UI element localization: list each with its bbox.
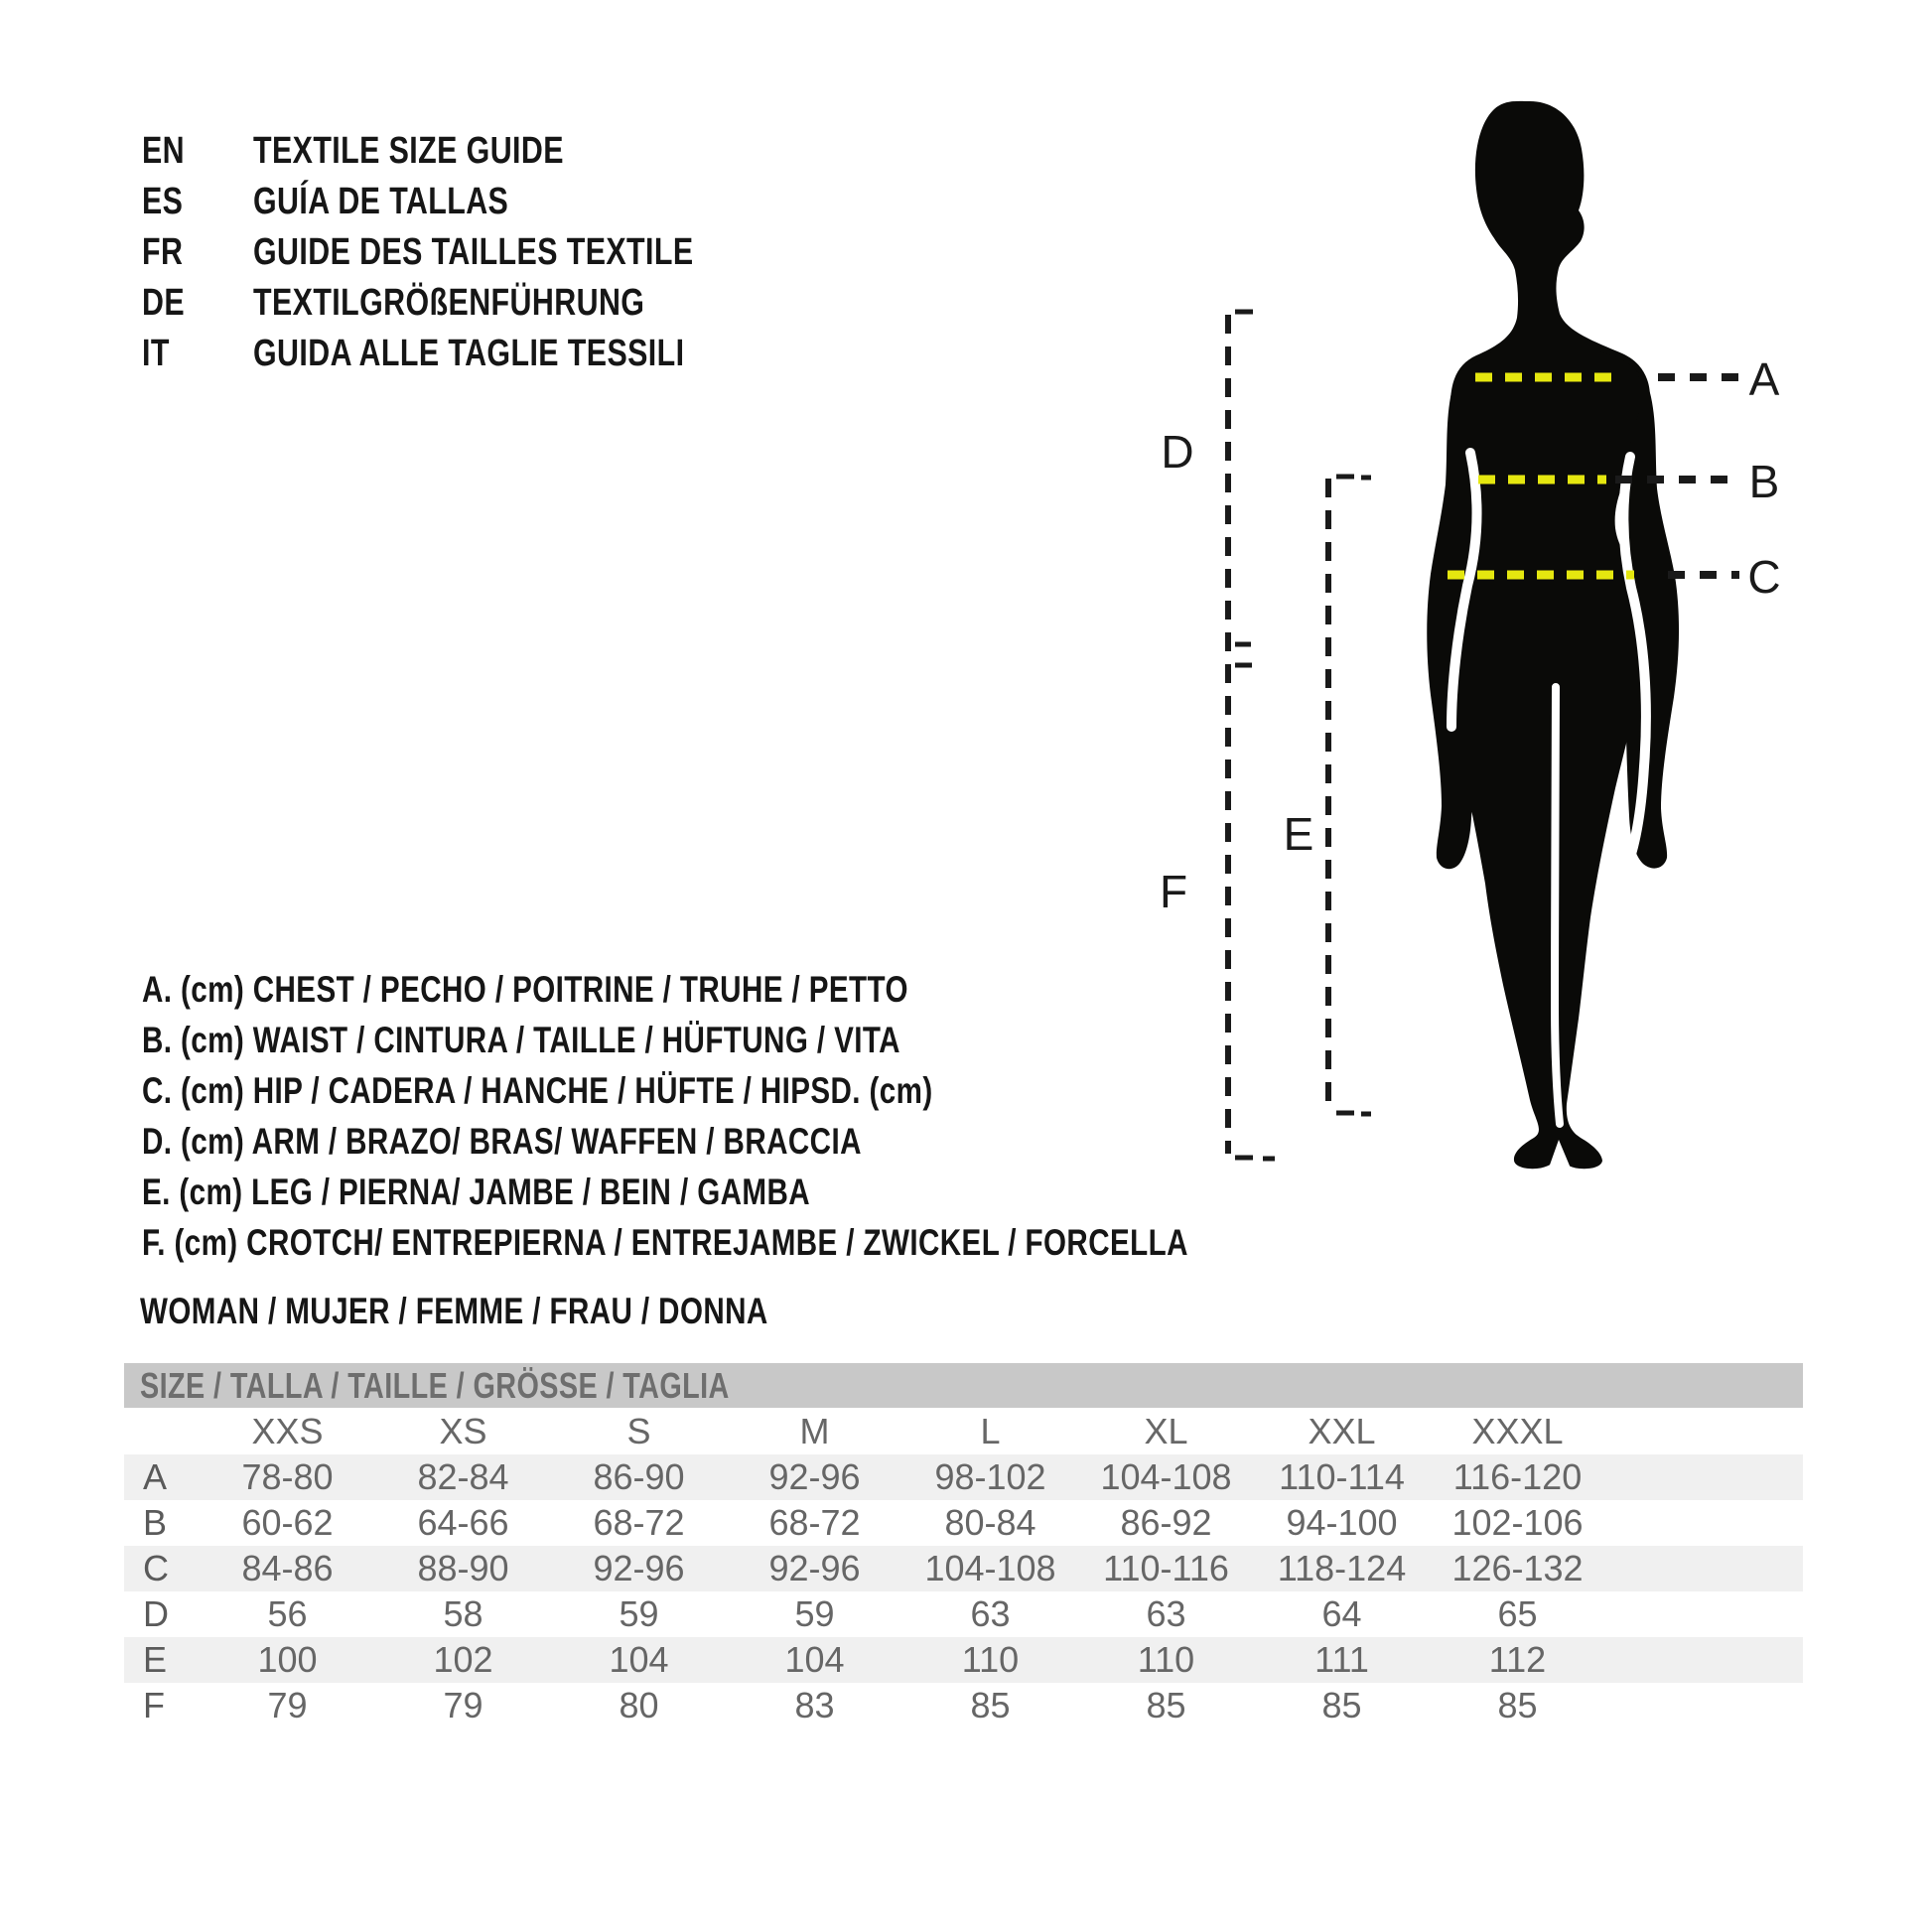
size-cell: 98-102 — [934, 1456, 1046, 1497]
lang-code: FR — [142, 231, 184, 273]
table-row-chest — [124, 1454, 1803, 1500]
row-label: F — [143, 1685, 165, 1725]
row-label: A — [143, 1456, 168, 1497]
lang-title: TEXTILE SIZE GUIDE — [253, 130, 564, 172]
size-col-header: M — [799, 1410, 830, 1451]
size-col-header: XL — [1144, 1410, 1188, 1451]
size-table — [124, 1363, 1803, 1728]
size-cell: 94-100 — [1286, 1502, 1398, 1543]
size-header-row — [124, 1408, 1803, 1454]
size-cell: 104-108 — [924, 1548, 1056, 1588]
measurement-line-d: D. (cm) ARM / BRAZO/ BRAS/ WAFFEN / BRACCIA — [142, 1120, 862, 1162]
gender-heading: WOMAN / MUJER / FEMME / FRAU / DONNA — [140, 1291, 768, 1331]
size-cell: 111 — [1314, 1639, 1369, 1680]
size-cell: 85 — [1497, 1685, 1538, 1725]
size-cell: 92-96 — [768, 1548, 861, 1588]
size-col-header: S — [626, 1410, 651, 1451]
label-chest-a: A — [1748, 353, 1780, 405]
label-leg-e: E — [1283, 808, 1314, 860]
size-grid — [124, 1408, 1803, 1728]
size-cell: 116-120 — [1452, 1456, 1583, 1497]
table-header-bar — [124, 1363, 1803, 1408]
filler-cell — [1605, 1454, 1803, 1500]
measurement-line-c: C. (cm) HIP / CADERA / HANCHE / HÜFTE / HIPSD. (cm) — [142, 1069, 933, 1111]
measurement-line-a: A. (cm) CHEST / PECHO / POITRINE / TRUHE / PETTO — [142, 968, 908, 1010]
filler-cell — [1605, 1546, 1803, 1591]
lang-title: GUÍA DE TALLAS — [253, 181, 509, 222]
lang-code: EN — [142, 130, 186, 172]
size-cell: 79 — [267, 1685, 308, 1725]
size-cell: 58 — [443, 1593, 483, 1634]
size-cell: 92-96 — [593, 1548, 685, 1588]
row-label: B — [143, 1502, 168, 1543]
table-row-hip — [124, 1546, 1803, 1591]
lang-title: GUIDA ALLE TAGLIE TESSILI — [253, 333, 685, 374]
size-cell: 110-114 — [1279, 1456, 1405, 1497]
filler-cell — [1605, 1408, 1803, 1454]
measurement-line-e: E. (cm) LEG / PIERNA/ JAMBE / BEIN / GAMBA — [142, 1171, 811, 1212]
filler-cell — [1605, 1591, 1803, 1637]
size-cell: 82-84 — [417, 1456, 509, 1497]
size-cell: 80-84 — [944, 1502, 1036, 1543]
size-cell: 100 — [257, 1639, 318, 1680]
size-col-header: L — [980, 1410, 1001, 1451]
size-cell: 65 — [1497, 1593, 1538, 1634]
corner-cell — [124, 1408, 200, 1454]
size-cell: 60-62 — [241, 1502, 334, 1543]
size-cell: 85 — [1321, 1685, 1362, 1725]
size-col-header: XXS — [251, 1410, 324, 1451]
size-cell: 64-66 — [417, 1502, 509, 1543]
lang-code: ES — [142, 181, 184, 222]
size-cell: 102-106 — [1451, 1502, 1584, 1543]
size-cell: 80 — [619, 1685, 659, 1725]
filler-cell — [1605, 1683, 1803, 1728]
size-cell: 79 — [443, 1685, 483, 1725]
size-cell: 118-124 — [1277, 1548, 1407, 1588]
size-cell: 63 — [970, 1593, 1011, 1634]
table-row-leg — [124, 1637, 1803, 1683]
size-cell: 104-108 — [1100, 1456, 1232, 1497]
label-crotch-f: F — [1159, 866, 1188, 917]
measurement-definitions — [142, 964, 1449, 1268]
table-row-arm — [124, 1591, 1803, 1637]
size-cell: 88-90 — [417, 1548, 509, 1588]
label-hip-c: C — [1747, 551, 1781, 603]
table-row-waist — [124, 1500, 1803, 1546]
measurement-line-b: B. (cm) WAIST / CINTURA / TAILLE / HÜFTUNG / VITA — [142, 1019, 900, 1060]
size-cell: 112 — [1488, 1639, 1547, 1680]
size-col-header: XS — [439, 1410, 487, 1451]
size-cell: 85 — [1146, 1685, 1186, 1725]
size-cell: 83 — [794, 1685, 835, 1725]
size-cell: 92-96 — [768, 1456, 861, 1497]
lang-code: DE — [142, 282, 186, 324]
size-cell: 110 — [1137, 1639, 1195, 1680]
size-cell: 59 — [619, 1593, 659, 1634]
size-cell: 86-92 — [1120, 1502, 1212, 1543]
size-cell: 86-90 — [593, 1456, 685, 1497]
table-header-title: SIZE / TALLA / TAILLE / GRÖSSE / TAGLIA — [140, 1364, 730, 1406]
size-cell: 78-80 — [241, 1456, 334, 1497]
lang-title: GUIDE DES TAILLES TEXTILE — [253, 231, 694, 273]
size-cell: 84-86 — [241, 1548, 334, 1588]
size-col-header: XXL — [1308, 1410, 1376, 1451]
lang-title: TEXTILGRÖßENFÜHRUNG — [253, 282, 645, 324]
size-cell: 63 — [1146, 1593, 1186, 1634]
size-cell: 110-116 — [1103, 1548, 1229, 1588]
size-cell: 56 — [267, 1593, 308, 1634]
row-label: C — [143, 1548, 169, 1588]
size-cell: 126-132 — [1451, 1548, 1584, 1588]
size-cell: 68-72 — [768, 1502, 861, 1543]
filler-cell — [1605, 1500, 1803, 1546]
label-arm-d: D — [1161, 426, 1194, 478]
row-label: D — [143, 1593, 169, 1634]
size-cell: 110 — [961, 1639, 1020, 1680]
filler-cell — [1605, 1637, 1803, 1683]
size-col-header: XXXL — [1471, 1410, 1564, 1451]
size-cell: 85 — [970, 1685, 1011, 1725]
lang-code: IT — [142, 333, 170, 374]
label-waist-b: B — [1748, 456, 1780, 507]
size-cell: 104 — [609, 1639, 669, 1680]
size-cell: 59 — [794, 1593, 835, 1634]
size-cell: 102 — [433, 1639, 493, 1680]
size-cell: 68-72 — [593, 1502, 685, 1543]
size-cell: 104 — [784, 1639, 845, 1680]
size-cell: 64 — [1321, 1593, 1362, 1634]
measurement-line-f: F. (cm) CROTCH/ ENTREPIERNA / ENTREJAMBE / ZWICKEL / FORCELLA — [142, 1221, 1188, 1263]
row-label: E — [143, 1639, 168, 1680]
table-row-crotch — [124, 1683, 1803, 1728]
